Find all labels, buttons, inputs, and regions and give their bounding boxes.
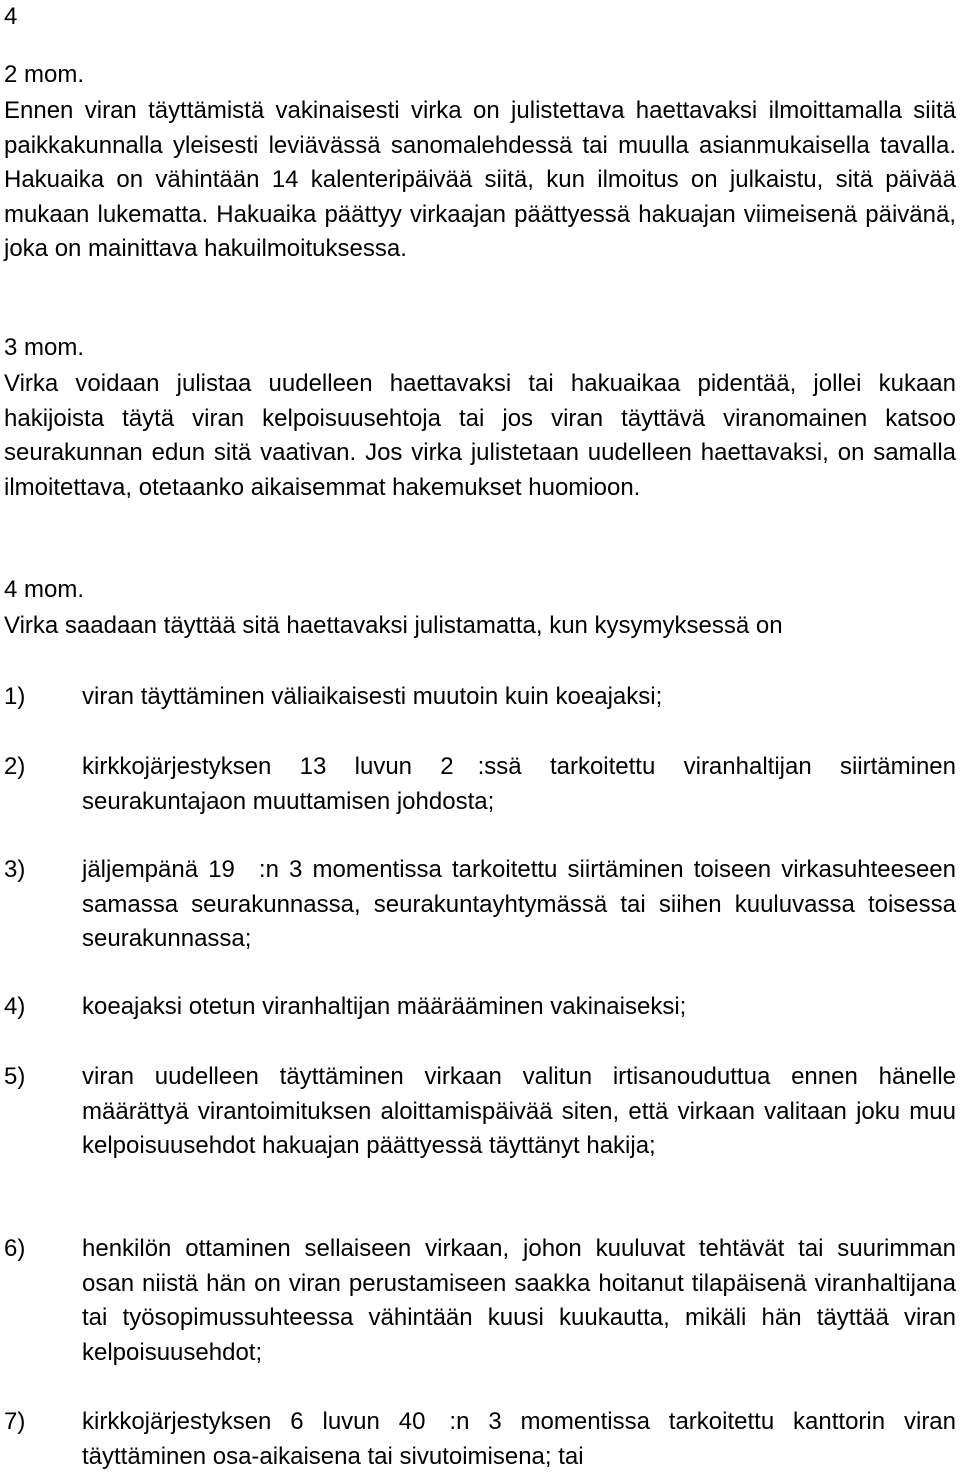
item-number: 4) [4,993,26,1020]
item-number: 2) [4,753,26,780]
page-number: 4 [4,3,18,30]
item-text: kirkkojärjestyksen 6 luvun 40 :n 3 momentissa tarkoitettu kanttorin viran täyttäminen osa-aikaisena tai sivutoimisena; tai [82,1408,956,1470]
section-heading: 2 mom. [4,61,85,88]
list-item [4,990,956,1025]
list-item [4,1060,956,1164]
item-text: jäljempänä 19 :n 3 momentissa tarkoitettu siirtäminen toiseen virkasuhteeseen samassa seurakunnassa, seurakuntayhtymässä tai siihen kuuluvassa toisessa seurakunnassa; [82,856,956,952]
list-item [4,853,956,957]
section-2-mom [4,60,956,267]
item-text: henkilön ottaminen sellaiseen virkaan, johon kuuluvat tehtävät tai suurimman osan niistä hän on viran perustamiseen saakka hoitanut tilapäisenä viranhaltijana tai työsopimussuhteessa vähintään kuusi kuukautta, mikäli hän täyttää viran kelpoisuusehdot; [82,1235,956,1366]
section-heading: 4 mom. [4,576,85,603]
section-paragraph: Virka voidaan julistaa uudelleen haettavaksi tai hakuaikaa pidentää, jollei kukaan hakijoista täytä viran kelpoisuusehtoja tai jos viran täyttävä viranomainen katsoo seurakunnan edun sitä vaativan. Jos virka julistetaan uudelleen haettavaksi, on samalla ilmoitettava, otetaanko aikaisemmat hakemukset huomioon. [4,370,956,501]
item-text: viran täyttäminen väliaikaisesti muutoin kuin koeajaksi; [82,683,663,710]
item-number: 7) [4,1408,26,1435]
section-3-mom [4,333,956,505]
list-item [4,1405,956,1474]
list-item [4,1232,956,1370]
item-number: 3) [4,856,26,883]
item-text: viran uudelleen täyttäminen virkaan valitun irtisanouduttua ennen hänelle määrättyä virantoimituksen aloittamispäivää siten, että virkaan valitaan joku muu kelpoisuusehdot hakuajan päättyessä täyttänyt hakija; [82,1063,956,1159]
item-number: 6) [4,1235,26,1262]
item-text: kirkkojärjestyksen 13 luvun 2 :ssä tarkoitettu viranhaltijan siirtäminen seurakuntajaon muuttamisen johdosta; [82,753,956,815]
list-item [4,750,956,819]
item-text: koeajaksi otetun viranhaltijan määrääminen vakinaiseksi; [82,993,687,1020]
list-item [4,680,956,715]
section-4-mom [4,575,956,644]
item-number: 5) [4,1063,26,1090]
section-paragraph: Virka saadaan täyttää sitä haettavaksi julistamatta, kun kysymyksessä on [4,612,783,639]
section-heading: 3 mom. [4,334,85,361]
item-number: 1) [4,683,26,710]
section-paragraph: Ennen viran täyttämistä vakinaisesti virka on julistettava haettavaksi ilmoittamalla siitä paikkakunnalla yleisesti leviävässä sanomalehdessä tai muulla asianmukaisella tavalla. Hakuaika on vähintään 14 kalenteripäivää siitä, kun ilmoitus on julkaistu, sitä päivää mukaan lukematta. Hakuaika päättyy virkaajan päättyessä hakuajan viimeisenä päivänä, joka on mainittava hakuilmoituksessa. [4,97,956,263]
